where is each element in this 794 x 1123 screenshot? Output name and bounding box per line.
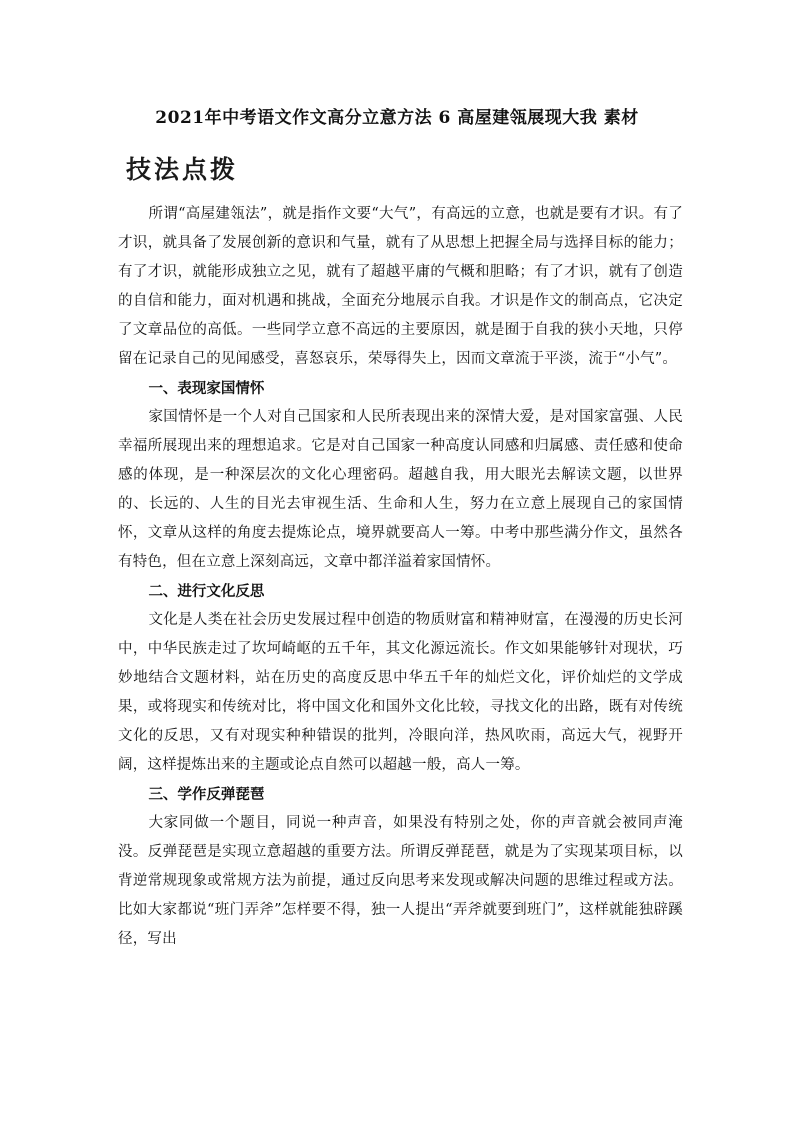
intro-paragraph: 所谓“高屋建瓴法”，就是指作文要“大气”，有高远的立意，也就是要有才识。有了才识，就具备了发展创新的意识和气量，就有了从思想上把握全局与选择目标的能力；有了才识，就能形成独立之见，就有了超越平庸的气概和胆略；有了才识，就有了创造的自信和能力，面对机遇和挑战，全面充分地展示自我。才识是作文的制高点，它决定了文章品位的高低。一些同学立意不高远的主要原因，就是囿于自我的狭小天地，只停留在记录自己的见闻感受，喜怒哀乐，荣辱得失上，因而文章流于平淡，流于“小气”。: [118, 206, 683, 367]
technique-section-label: 技法点拨: [126, 155, 239, 184]
section-body-2: 文化是人类在社会历史发展过程中创造的物质财富和精神财富，在漫漫的历史长河中，中华民族走过了坎坷崎岖的五千年，其文化源远流长。作文如果能够针对现状，巧妙地结合文题材料，站在历史的高度反思中华五千年的灿烂文化，评价灿烂的文学成果，或将现实和传统对比，将中国文化和国外文化比较，寻找文化的出路，既有对传统文化的反思，又有对现实种种错误的批判，冷眼向洋，热风吹雨，高远大气，视野开阔，这样提炼出来的主题或论点自然可以超越一般，高人一筹。: [118, 612, 683, 773]
section-heading-3: 三、学作反弹琵琶: [148, 786, 265, 803]
document-title: 2021年中考语文作文高分立意方法 6 高屋建瓴展现大我 素材: [155, 108, 639, 128]
document-body: [118, 200, 683, 954]
section-body-1: 家国情怀是一个人对自己国家和人民所表现出来的深情大爱，是对国家富强、人民幸福所展现出来的理想追求。它是对自己国家一种高度认同感和归属感、责任感和使命感的体现，是一种深层次的文化心理密码。超越自我，用大眼光去解读文题，以世界的、长远的、人生的目光去审视生活、生命和人生，努力在立意上展现自己的家国情怀，文章从这样的角度去提炼论点，境界就要高人一筹。中考中那些满分作文，虽然各有特色，但在立意上深刻高远，文章中都洋溢着家国情怀。: [118, 409, 683, 570]
section-heading-1: 一、表现家国情怀: [148, 380, 265, 397]
section-heading-2: 二、进行文化反思: [148, 583, 265, 600]
section-body-3: 大家同做一个题目，同说一种声音，如果没有特别之处，你的声音就会被同声淹没。反弹琵琶是实现立意超越的重要方法。所谓反弹琵琶，就是为了实现某项目标，以背逆常规现象或常规方法为前提，通过反向思考来发现或解决问题的思维过程或方法。比如大家都说“班门弄斧”怎样要不得，独一人提出“弄斧就要到班门”，这样就能独辟蹊径，写出: [118, 815, 683, 947]
